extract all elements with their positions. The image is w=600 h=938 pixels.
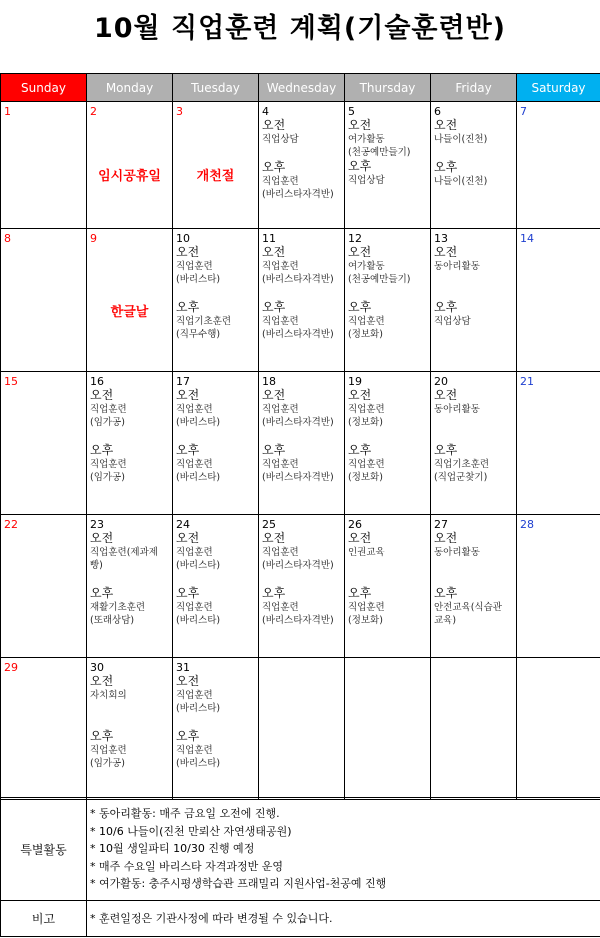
- activity: 직업훈련: [262, 547, 299, 558]
- activity-detail: (정보화): [348, 615, 383, 626]
- activity-detail: (정보화): [348, 417, 383, 428]
- activity: 동아리활동: [434, 261, 480, 272]
- day-number: 11: [262, 232, 276, 245]
- activity-detail: (바리스타): [176, 758, 221, 769]
- pm-label: 오후: [348, 443, 372, 457]
- note-line: * 여가활동: 충주시평생학습관 프래밀리 지원사업-천공예 진행: [90, 877, 387, 891]
- pm-label: 오후: [348, 586, 372, 600]
- day-number: 15: [4, 375, 18, 388]
- activity: 인권교육: [348, 547, 385, 558]
- activity: 직업훈련: [262, 176, 299, 187]
- holiday-label: 임시공휴일: [98, 169, 161, 184]
- remarks-row: [1, 901, 600, 937]
- activity: 직업상담: [262, 134, 299, 145]
- header-thursday: Thursday: [345, 74, 431, 102]
- am-label: 오전: [90, 388, 114, 402]
- pm-label: 오후: [176, 443, 200, 457]
- header-friday: Friday: [431, 74, 517, 102]
- week-row-3: [1, 372, 600, 515]
- activity-detail: (바리스타): [176, 703, 221, 714]
- activity: 직업훈련: [262, 602, 299, 613]
- activity: 직업훈련: [176, 602, 213, 613]
- activity-detail: (또래상담): [90, 615, 135, 626]
- activity: 직업훈련: [348, 404, 385, 415]
- activity-detail: (바리스타): [176, 560, 221, 571]
- day-number: 14: [520, 232, 534, 245]
- activity-detail: (임가공): [90, 472, 125, 483]
- activity: 직업훈련: [348, 459, 385, 470]
- activity-detail: (천공예만들기): [348, 147, 411, 158]
- day-cell: [173, 658, 259, 800]
- activity: 직업훈련: [90, 459, 127, 470]
- activity: 직업훈련: [262, 316, 299, 327]
- activity: 동아리활동: [434, 404, 480, 415]
- activity-detail: (바리스타자격반): [262, 560, 334, 571]
- pm-label: 오후: [262, 300, 286, 314]
- day-cell: [345, 229, 431, 372]
- am-label: 오전: [348, 388, 372, 402]
- day-cell: [173, 372, 259, 515]
- activity-detail: (바리스타자격반): [262, 189, 334, 200]
- am-label: 오전: [348, 245, 372, 259]
- day-cell: [517, 515, 600, 658]
- day-cell: [1, 658, 87, 800]
- am-label: 오전: [434, 388, 458, 402]
- day-cell: [87, 372, 173, 515]
- weekday-header-row: [1, 74, 600, 102]
- day-cell: [173, 515, 259, 658]
- activity-detail: (임가공): [90, 758, 125, 769]
- am-label: 오전: [262, 118, 286, 132]
- day-number: 28: [520, 518, 534, 531]
- activity: 여가활동: [348, 134, 385, 145]
- empty-cell: [431, 658, 517, 800]
- activity-detail: 빵): [90, 560, 103, 571]
- pm-label: 오후: [90, 443, 114, 457]
- day-number: 24: [176, 518, 190, 531]
- week-row-2: [1, 229, 600, 372]
- activity: 직업훈련: [176, 404, 213, 415]
- day-cell: [87, 515, 173, 658]
- header-wednesday: Wednesday: [259, 74, 345, 102]
- am-label: 오전: [348, 118, 372, 132]
- activity: 직업상담: [348, 175, 385, 186]
- remarks-text: * 훈련일정은 기관사정에 따라 변경될 수 있습니다.: [87, 901, 600, 937]
- day-number: 7: [520, 105, 527, 118]
- day-cell: [259, 102, 345, 229]
- pm-label: 오후: [176, 729, 200, 743]
- am-label: 오전: [176, 531, 200, 545]
- activity: 직업훈련(제과제: [90, 547, 158, 558]
- day-number: 31: [176, 661, 190, 674]
- special-activities-row: [1, 798, 600, 901]
- day-cell: [1, 515, 87, 658]
- day-cell: [345, 372, 431, 515]
- activity-detail: (정보화): [348, 472, 383, 483]
- day-cell: [87, 102, 173, 229]
- header-tuesday: Tuesday: [173, 74, 259, 102]
- activity-detail: 교육): [434, 615, 457, 626]
- day-cell: [431, 102, 517, 229]
- week-row-4: [1, 515, 600, 658]
- day-cell: [517, 229, 600, 372]
- week-row-5: [1, 658, 600, 800]
- activity-detail: (직무수행): [176, 329, 221, 340]
- day-cell: [345, 515, 431, 658]
- activity-detail: (바리스타자격반): [262, 615, 334, 626]
- pm-label: 오후: [434, 160, 458, 174]
- day-number: 12: [348, 232, 362, 245]
- day-cell: [1, 372, 87, 515]
- activity: 직업훈련: [90, 404, 127, 415]
- activity-detail: (바리스타자격반): [262, 472, 334, 483]
- empty-cell: [259, 658, 345, 800]
- day-cell: [87, 658, 173, 800]
- am-label: 오전: [434, 245, 458, 259]
- day-number: 13: [434, 232, 448, 245]
- pm-label: 오후: [90, 729, 114, 743]
- day-cell: [173, 229, 259, 372]
- am-label: 오전: [90, 674, 114, 688]
- day-number: 18: [262, 375, 276, 388]
- note-line: * 매주 수요일 바리스타 자격과정반 운영: [90, 859, 283, 873]
- day-cell: [431, 229, 517, 372]
- activity-detail: (임가공): [90, 417, 125, 428]
- note-line: * 동아리활동: 매주 금요일 오전에 진행.: [90, 807, 280, 821]
- activity: 동아리활동: [434, 547, 480, 558]
- activity-detail: (바리스타자격반): [262, 329, 334, 340]
- special-notes: [87, 798, 600, 901]
- day-cell: [259, 515, 345, 658]
- day-number: 10: [176, 232, 190, 245]
- holiday-label: 한글날: [110, 305, 149, 320]
- pm-label: 오후: [262, 160, 286, 174]
- am-label: 오전: [176, 245, 200, 259]
- header-monday: Monday: [87, 74, 173, 102]
- pm-label: 오후: [176, 300, 200, 314]
- activity: 직업훈련: [90, 745, 127, 756]
- activity: 직업기초훈련: [176, 316, 232, 327]
- am-label: 오전: [176, 388, 200, 402]
- day-number: 2: [90, 105, 97, 118]
- day-number: 16: [90, 375, 104, 388]
- note-line: * 10월 생일파티 10/30 진행 예정: [90, 842, 255, 856]
- activity: 직업훈련: [176, 745, 213, 756]
- am-label: 오전: [262, 388, 286, 402]
- pm-label: 오후: [434, 443, 458, 457]
- activity-detail: (천공예만들기): [348, 274, 411, 285]
- activity-detail: (정보화): [348, 329, 383, 340]
- special-label: 특별활동: [1, 798, 87, 901]
- day-number: 17: [176, 375, 190, 388]
- day-cell: [87, 229, 173, 372]
- day-cell: [345, 102, 431, 229]
- am-label: 오전: [348, 531, 372, 545]
- activity-detail: (직업군찾기): [434, 472, 488, 483]
- pm-label: 오후: [262, 586, 286, 600]
- am-label: 오전: [434, 118, 458, 132]
- day-number: 5: [348, 105, 355, 118]
- remarks-label: 비고: [1, 901, 87, 937]
- activity: 안전교육(식습관: [434, 602, 502, 613]
- pm-label: 오후: [348, 159, 372, 173]
- activity-detail: (바리스타자격반): [262, 274, 334, 285]
- activity-detail: (바리스타): [176, 274, 221, 285]
- day-number: 1: [4, 105, 11, 118]
- pm-label: 오후: [176, 586, 200, 600]
- day-number: 20: [434, 375, 448, 388]
- footer-table: [0, 797, 600, 937]
- activity: 재활기초훈련: [90, 602, 146, 613]
- day-number: 8: [4, 232, 11, 245]
- am-label: 오전: [176, 674, 200, 688]
- day-number: 29: [4, 661, 18, 674]
- am-label: 오전: [434, 531, 458, 545]
- activity: 직업훈련: [176, 690, 213, 701]
- am-label: 오전: [262, 245, 286, 259]
- pm-label: 오후: [262, 443, 286, 457]
- note-line: * 10/6 나들이(진천 만뢰산 자연생태공원): [90, 824, 292, 838]
- activity: 직업훈련: [262, 459, 299, 470]
- day-cell: [1, 102, 87, 229]
- day-cell: [173, 102, 259, 229]
- activity: 자치회의: [90, 690, 127, 701]
- pm-label: 오후: [90, 586, 114, 600]
- pm-label: 오후: [434, 300, 458, 314]
- day-number: 3: [176, 105, 183, 118]
- am-label: 오전: [262, 531, 286, 545]
- activity: 직업훈련: [262, 261, 299, 272]
- activity: 나들이(진천): [434, 176, 488, 187]
- activity-detail: (바리스타): [176, 615, 221, 626]
- activity: 직업훈련: [348, 602, 385, 613]
- activity: 직업훈련: [348, 316, 385, 327]
- pm-label: 오후: [434, 586, 458, 600]
- page-title: 10월 직업훈련 계획(기술훈련반): [93, 13, 507, 44]
- activity-detail: (바리스타자격반): [262, 417, 334, 428]
- day-number: 21: [520, 375, 534, 388]
- calendar-table: [0, 73, 600, 800]
- am-label: 오전: [90, 531, 114, 545]
- day-number: 30: [90, 661, 104, 674]
- day-number: 6: [434, 105, 441, 118]
- activity: 여가활동: [348, 261, 385, 272]
- activity: 나들이(진천): [434, 134, 488, 145]
- day-number: 9: [90, 232, 97, 245]
- activity: 직업훈련: [262, 404, 299, 415]
- pm-label: 오후: [348, 300, 372, 314]
- activity: 직업상담: [434, 316, 471, 327]
- activity-detail: (바리스타): [176, 472, 221, 483]
- day-number: 25: [262, 518, 276, 531]
- day-number: 4: [262, 105, 269, 118]
- day-cell: [1, 229, 87, 372]
- day-number: 23: [90, 518, 104, 531]
- header-saturday: Saturday: [517, 74, 600, 102]
- empty-cell: [517, 658, 600, 800]
- day-cell: [431, 515, 517, 658]
- activity-detail: (바리스타): [176, 417, 221, 428]
- day-cell: [259, 372, 345, 515]
- day-cell: [431, 372, 517, 515]
- day-number: 22: [4, 518, 18, 531]
- week-row-1: [1, 102, 600, 229]
- activity: 직업훈련: [176, 459, 213, 470]
- day-number: 27: [434, 518, 448, 531]
- day-cell: [517, 102, 600, 229]
- activity: 직업기초훈련: [434, 459, 490, 470]
- day-number: 26: [348, 518, 362, 531]
- header-sunday: Sunday: [1, 74, 87, 102]
- day-cell: [517, 372, 600, 515]
- day-cell: [259, 229, 345, 372]
- holiday-label: 개천절: [196, 169, 235, 184]
- empty-cell: [345, 658, 431, 800]
- activity: 직업훈련: [176, 261, 213, 272]
- activity: 직업훈련: [176, 547, 213, 558]
- day-number: 19: [348, 375, 362, 388]
